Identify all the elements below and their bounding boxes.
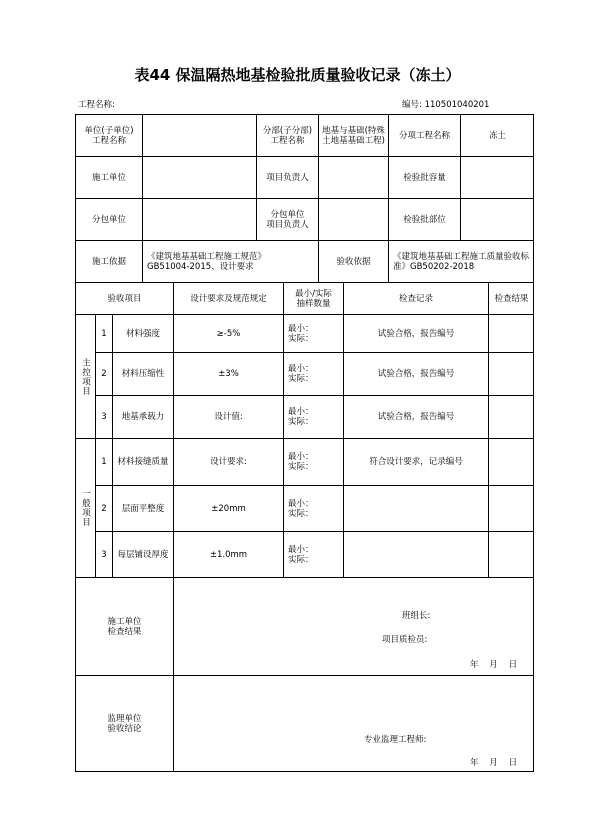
batch-location-value[interactable] (460, 198, 534, 240)
main-item-1-no: 1 (95, 314, 112, 352)
general-item-2-sample[interactable]: 最小： 实际： (283, 485, 343, 531)
main-item-1-name: 材料强度 (112, 314, 173, 352)
batch-capacity-label: 检验批容量 (388, 156, 460, 198)
general-item-3-record[interactable] (343, 531, 488, 577)
general-item-1-sample[interactable]: 最小： 实际： (283, 438, 343, 485)
general-item-1-result[interactable] (488, 438, 534, 485)
main-item-3-name: 地基承载力 (112, 395, 173, 438)
main-item-3-no: 3 (95, 395, 112, 438)
project-lead-value[interactable] (318, 156, 388, 198)
construction-unit-value[interactable] (142, 156, 256, 198)
quality-inspector-label: 项目质检员: (382, 635, 428, 645)
subpart-name-value: 地基与基础(特殊土地基基础工程) (318, 114, 388, 156)
unit-name-label: 单位(子单位) 工程名称 (75, 114, 142, 156)
col-header-sample: 最小/实际 抽样数量 (283, 282, 343, 314)
main-item-2-requirement: ±3% (173, 352, 283, 395)
general-item-1-requirement: 设计要求: (173, 438, 283, 485)
general-item-3-requirement: ±1.0mm (173, 531, 283, 577)
batch-location-label: 检验批部位 (388, 198, 460, 240)
document-number: 编号: 110501040201 (402, 100, 490, 110)
supervision-date: 年 月 日 (470, 758, 518, 768)
general-item-2-result[interactable] (488, 485, 534, 531)
construction-basis-value: 《建筑地基基础工程施工规范》 GB51004-2015、设计要求 (142, 240, 318, 282)
construction-check-label: 施工单位 检查结果 (75, 577, 173, 675)
general-item-3-sample[interactable]: 最小： 实际： (283, 531, 343, 577)
general-item-1-record[interactable]: 符合设计要求，记录编号 (343, 438, 488, 485)
subitem-name-label: 分项工程名称 (388, 114, 460, 156)
main-item-1-sample[interactable]: 最小： 实际： (283, 314, 343, 352)
col-header-result: 检查结果 (488, 282, 534, 314)
page-title: 表44 保温隔热地基检验批质量验收记录（冻土） (134, 66, 461, 84)
general-item-2-requirement: ±20mm (173, 485, 283, 531)
main-item-1-requirement: ≥-5% (173, 314, 283, 352)
main-item-2-sample[interactable]: 最小： 实际： (283, 352, 343, 395)
project-lead-label: 项目负责人 (256, 156, 318, 198)
main-item-3-result[interactable] (488, 395, 534, 438)
subcontract-unit-label: 分包单位 (75, 198, 142, 240)
general-group-label: 一般项目 (75, 438, 95, 577)
main-item-2-name: 材料压缩性 (112, 352, 173, 395)
main-control-group-label: 主控项目 (75, 314, 95, 438)
main-item-1-record[interactable]: 试验合格，报告编号 (343, 314, 488, 352)
main-item-2-record[interactable]: 试验合格，报告编号 (343, 352, 488, 395)
construction-basis-label: 施工依据 (75, 240, 142, 282)
supervision-label: 监理单位 验收结论 (75, 675, 173, 772)
project-name-label: 工程名称: (78, 100, 115, 110)
general-item-2-name: 层面平整度 (112, 485, 173, 531)
main-item-3-requirement: 设计值: (173, 395, 283, 438)
general-item-3-result[interactable] (488, 531, 534, 577)
general-item-3-name: 每层铺设厚度 (112, 531, 173, 577)
main-item-1-result[interactable] (488, 314, 534, 352)
main-item-3-sample[interactable]: 最小： 实际： (283, 395, 343, 438)
unit-name-value[interactable] (142, 114, 256, 156)
acceptance-basis-label: 验收依据 (318, 240, 388, 282)
subcontract-lead-label: 分包单位 项目负责人 (256, 198, 318, 240)
batch-capacity-value[interactable] (460, 156, 534, 198)
main-item-2-result[interactable] (488, 352, 534, 395)
general-item-3-no: 3 (95, 531, 112, 577)
construction-unit-label: 施工单位 (75, 156, 142, 198)
construction-date: 年 月 日 (470, 660, 518, 670)
subcontract-lead-value[interactable] (318, 198, 388, 240)
general-item-2-record[interactable] (343, 485, 488, 531)
subpart-name-label: 分部(子分部) 工程名称 (256, 114, 318, 156)
col-header-requirement: 设计要求及规范规定 (173, 282, 283, 314)
general-item-1-no: 1 (95, 438, 112, 485)
acceptance-basis-value: 《建筑地基基础工程施工质量验收标准》GB50202-2018 (388, 240, 534, 282)
supervisor-engineer-label: 专业监理工程师: (364, 735, 427, 745)
subcontract-unit-value[interactable] (142, 198, 256, 240)
general-item-2-no: 2 (95, 485, 112, 531)
main-item-2-no: 2 (95, 352, 112, 395)
col-header-item: 验收项目 (75, 282, 173, 314)
general-item-1-name: 材料接缝质量 (112, 438, 173, 485)
col-header-record: 检查记录 (343, 282, 488, 314)
team-leader-label: 班组长: (402, 611, 431, 621)
subitem-name-value: 冻土 (460, 114, 534, 156)
main-item-3-record[interactable]: 试验合格，报告编号 (343, 395, 488, 438)
